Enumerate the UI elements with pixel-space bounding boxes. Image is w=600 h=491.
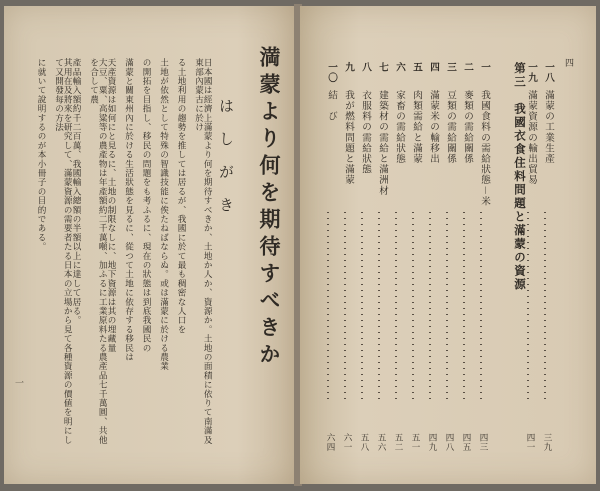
preface-column: 日本國は經濟上滿蒙より何を期待すべきか、土地か人か、資源か。土地の面積に依りて南滿及東部內蒙古に於け [193,58,213,445]
toc-item-title: 滿蒙資源の輸出貿易 [526,90,537,186]
preface-column: 滿蒙と關東州內に於ける生活狀態を見るに、從つて土地に依存する移民は [123,58,134,362]
toc-leader-dots [429,212,431,402]
toc-item-page: 六一 [342,433,352,452]
toc-item-number: 五 [411,62,422,73]
toc-item-title: 肉類需給と滿蒙 [411,90,422,165]
toc-item-number: 一九 [526,62,537,84]
toc-item-page: 四五 [461,433,471,452]
toc-item-page: 五一 [410,433,420,452]
toc-item-title: 麥類の需給關係 [462,90,473,165]
preface-column: 土地が依然として特殊の智識技能に俟たねばならぬ。或は滿蒙に於ける農業 [158,58,169,371]
toc-item-page: 四九 [427,433,437,452]
toc-item-title: 建築材の需給と滿洲材 [377,90,388,196]
toc-leader-dots [544,212,546,402]
toc-item-page: 四一 [525,433,535,452]
toc-item-page: 六四 [325,433,335,452]
toc-leader-dots [412,212,414,402]
toc-item-number: 四 [428,62,439,73]
toc-item-page: 四三 [478,433,488,452]
preface-column: る土地利用の趨勢を推しては居るが、我國に於て最も稠密な人口を [176,58,187,334]
right-page-number: 四 [563,58,573,67]
toc-leader-dots [480,212,482,402]
preface-column: 天產資源は如何にと見るに、土地の制限なしに、地下資源は其の埋藏量 [106,58,117,353]
preface-column: 產品輸入額約千二百萬、我國輸入總額の半額以上に達して居る。 [71,58,82,325]
toc-item-number: 一〇 [326,62,337,84]
preface-column: 其用在及將來を研究して、滿蒙資源の需要者たる日本の立場から見て各種資源の價値を明にして又開發每の方法 [53,58,73,445]
toc-item-title: 滿蒙の工業生產 [543,90,554,165]
toc-item-number: 三 [445,62,456,73]
left-page [4,6,296,484]
toc-leader-dots [361,212,363,402]
preface-column: 大豆、粟、高粱等の農產物は年產額約二千萬噸、加ふるに工業原料たる農產品七千萬圓、共他を合して農 [88,58,108,445]
preface-column: の開拓を目指し、移民の問題をも考ふるに、現在の狀態は到底我國民の [141,58,152,353]
left-page-number: 一 [13,378,23,387]
toc-leader-dots [446,212,448,402]
toc-leader-dots [344,212,346,402]
right-page [300,6,596,484]
toc-item-number: 一 [479,62,490,73]
toc-item-number: 七 [377,62,388,73]
toc-item-number: 九 [343,62,354,73]
toc-item-number: 二 [462,62,473,73]
toc-item-page: 四八 [444,433,454,452]
toc-item-page: 五二 [393,433,403,452]
toc-item-page: 五八 [359,433,369,452]
preface-heading: はしがき [217,98,235,230]
toc-item-title: 我國食料の需給狀態－米 [479,90,490,207]
book-title: 満蒙より何を期待すべきか [257,46,282,370]
toc-item-title: 豆類の需給關係 [445,90,456,165]
toc-section-heading: 第三 我國衣食住料問題と滿蒙の資源 [513,62,527,292]
toc-item-title: 結 び [326,90,337,122]
toc-item-number: 一八 [543,62,554,84]
toc-leader-dots [395,212,397,402]
toc-item-page: 三九 [542,433,552,452]
toc-leader-dots [378,212,380,402]
toc-item-title: 家畜の需給狀態 [394,90,405,165]
toc-item-page: 五六 [376,433,386,452]
toc-item-title: 我が燃料問題と滿蒙 [343,90,354,186]
toc-leader-dots [463,212,465,402]
toc-item-number: 八 [360,62,371,73]
toc-leader-dots [327,212,329,402]
toc-item-title: 衣服料の需給狀態 [360,90,371,175]
toc-item-title: 滿蒙米の輸移出 [428,90,439,165]
preface-column: に就いて說明するのが本小冊子の目的である。 [36,58,47,252]
toc-item-number: 六 [394,62,405,73]
